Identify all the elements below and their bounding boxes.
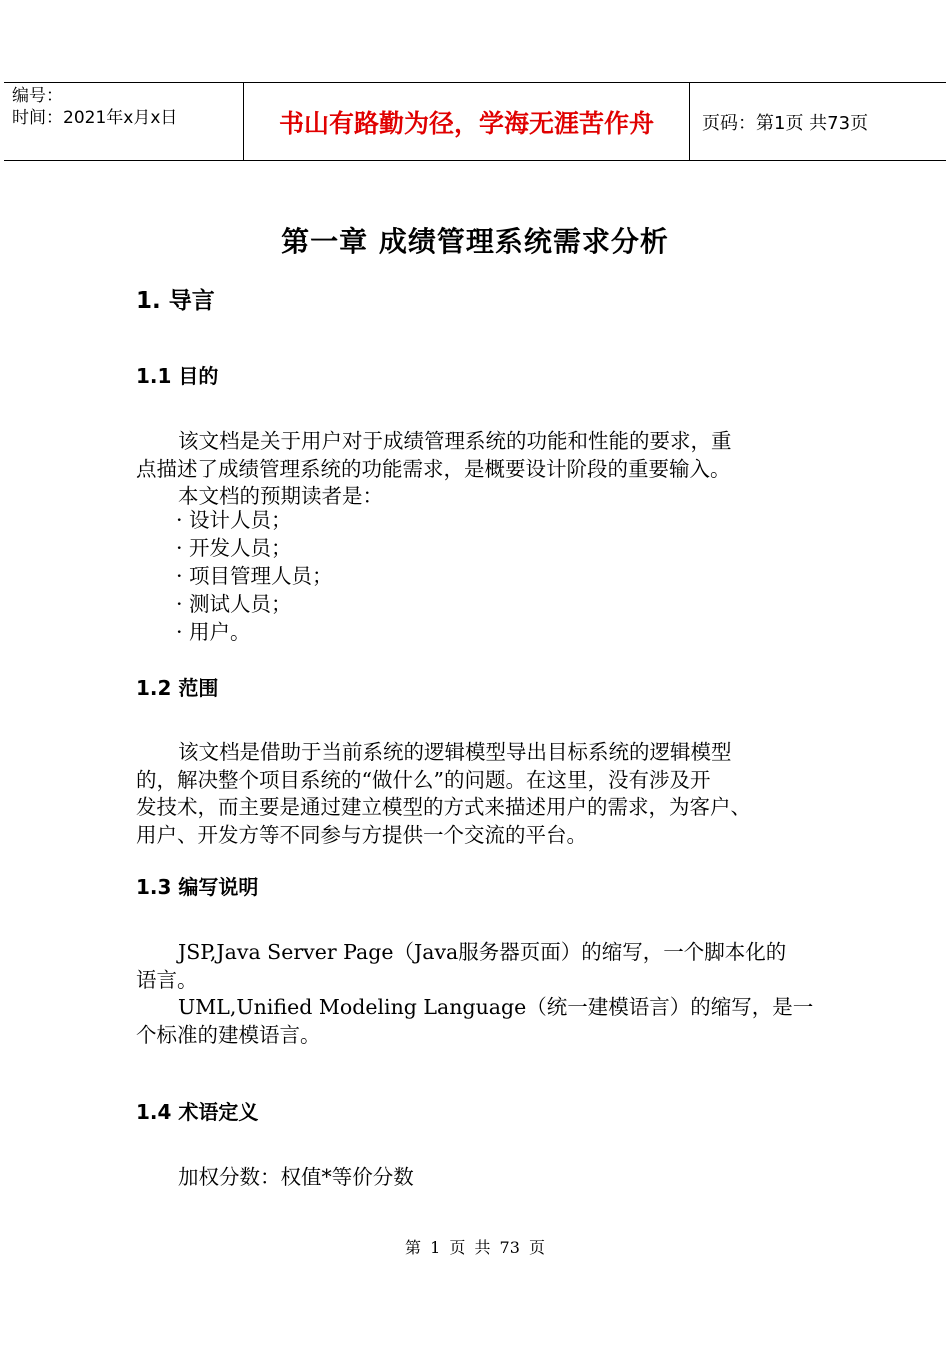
uml-line-1: UML,Unified Modeling Language（统一建模语言）的缩写，是一 xyxy=(178,995,814,1019)
terms-paragraph xyxy=(136,1164,836,1192)
jsp-line-2: 语言。 xyxy=(136,967,198,992)
purpose-line-1: 该文档是关于用户对于成绩管理系统的功能和性能的要求，重 xyxy=(178,429,732,453)
page-header xyxy=(4,82,946,161)
reader-item: · 测试人员； xyxy=(176,592,292,616)
header-motto: 书山有路勤为径，学海无涯苦作舟 xyxy=(244,83,690,160)
scope-paragraph xyxy=(136,739,836,849)
section-heading-1: 1. 导言 xyxy=(136,288,215,314)
chapter-title: 第一章 成绩管理系统需求分析 xyxy=(281,225,669,258)
readers-intro: 本文档的预期读者是： xyxy=(178,484,383,508)
footer-page-number: 第 1 页 共 73 页 xyxy=(405,1238,545,1257)
reader-item: · 设计人员； xyxy=(176,508,292,532)
section-heading-1-2: 1.2 范围 xyxy=(136,676,219,700)
reader-item: · 开发人员； xyxy=(176,536,292,560)
reader-item: · 用户。 xyxy=(176,620,251,644)
scope-line-4: 用户、开发方等不同参与方提供一个交流的平台。 xyxy=(136,822,587,847)
time-label: 时间：2021年x月x日 xyxy=(12,108,178,128)
scope-line-1: 该文档是借助于当前系统的逻辑模型导出目标系统的逻辑模型 xyxy=(178,740,732,764)
scope-line-3: 发技术，而主要是通过建立模型的方式来描述用户的需求，为客户、 xyxy=(136,795,751,819)
notes-paragraph xyxy=(136,939,836,1049)
purpose-line-2: 点描述了成绩管理系统的功能需求，是概要设计阶段的重要输入。 xyxy=(136,456,731,481)
purpose-paragraph xyxy=(136,428,836,511)
serial-label: 编号： xyxy=(12,86,63,106)
section-heading-1-4: 1.4 术语定义 xyxy=(136,1100,259,1124)
uml-line-2: 个标准的建模语言。 xyxy=(136,1022,321,1047)
jsp-line-1: JSP,Java Server Page（Java服务器页面）的缩写，一个脚本化的 xyxy=(178,940,787,964)
header-meta-cell xyxy=(4,83,244,160)
header-page-info: 页码：第1页 共73页 xyxy=(702,112,869,134)
scope-line-2: 的，解决整个项目系统的“做什么”的问题。在这里，没有涉及开 xyxy=(136,767,711,792)
section-heading-1-3: 1.3 编写说明 xyxy=(136,875,259,899)
section-heading-1-1: 1.1 目的 xyxy=(136,364,219,388)
term-definition: 加权分数：权值*等价分数 xyxy=(178,1165,414,1189)
reader-item: · 项目管理人员； xyxy=(176,564,333,588)
